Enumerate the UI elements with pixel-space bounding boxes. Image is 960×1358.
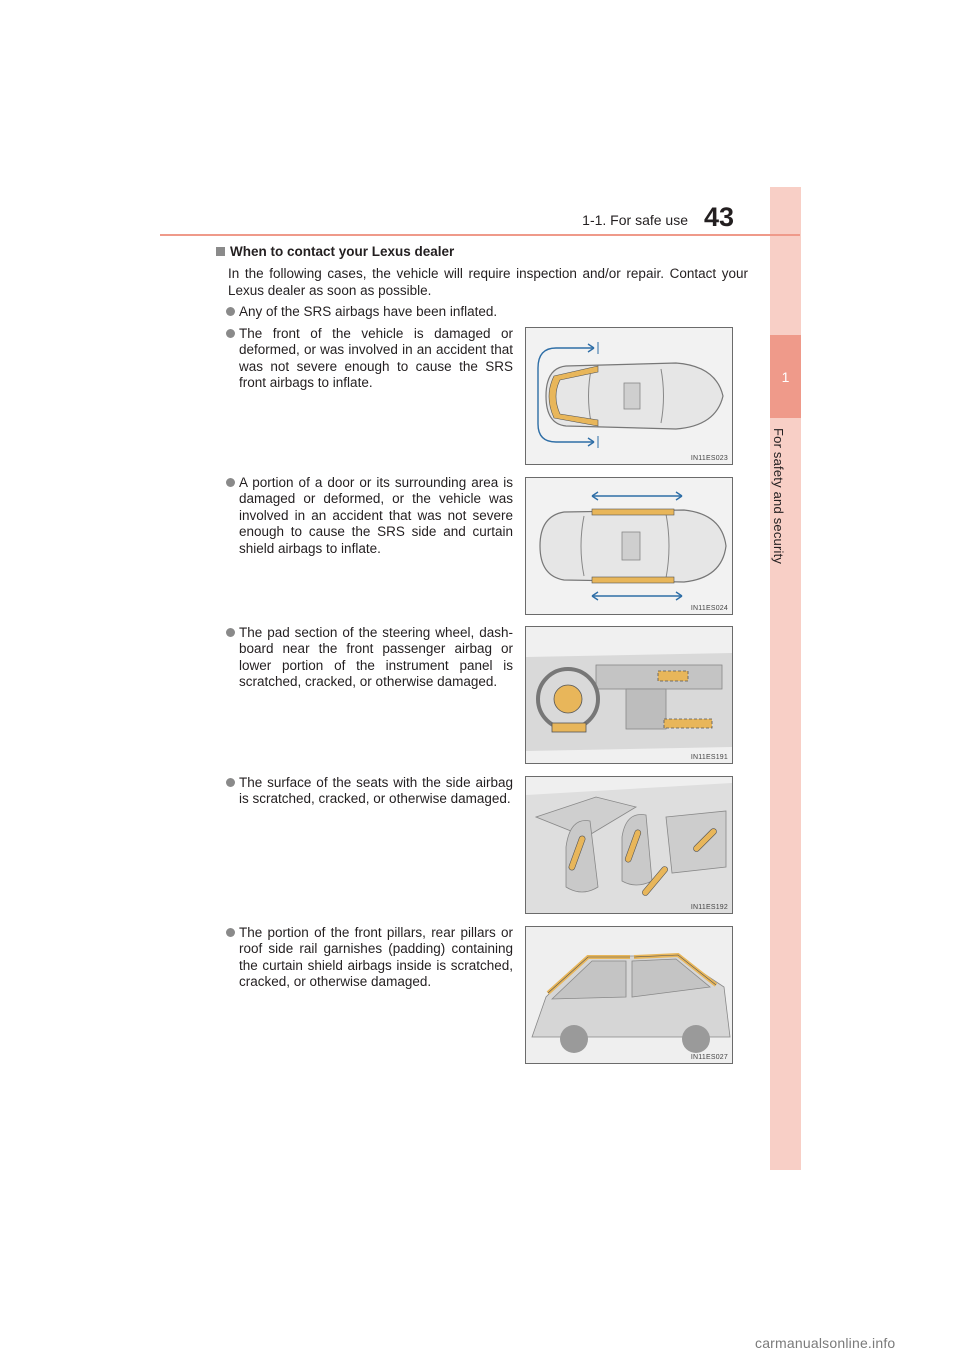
page-number: 43 [703, 202, 734, 232]
chapter-title: For safety and security [771, 428, 786, 565]
figure-code: IN11ES024 [690, 605, 728, 612]
circle-bullet-icon [226, 478, 235, 487]
bullet-text: The front of the vehicle is damaged or deformed, or was involved in an accident that was not severe enough to cause the SRS front airbags to inflate. [239, 326, 513, 391]
bullet-text: The surface of the seats with the side airbag is scratched, cracked, or otherwise damaged. [239, 775, 513, 807]
car-top-view-side-illustration [526, 478, 732, 614]
circle-bullet-icon [226, 329, 235, 338]
circle-bullet-icon [226, 307, 235, 316]
section-heading [216, 244, 454, 259]
bullet-text: Any of the SRS airbags have been inflated. [239, 304, 498, 319]
circle-bullet-icon [226, 928, 235, 937]
car-top-view-front-illustration [526, 328, 732, 464]
section-title: 1-1. For safe use [582, 212, 688, 228]
bullet-item [226, 326, 513, 392]
bullet-text: The portion of the front pillars, rear pillars or roof side rail garnishes (padding) containing the curtain shield airbags inside is scratched, cracked, or otherwise damaged. [239, 925, 513, 990]
square-bullet-icon [216, 247, 225, 256]
figure-code: IN11ES027 [690, 1054, 728, 1061]
heading-text: When to contact your Lexus dealer [230, 244, 455, 259]
car-side-view-illustration [526, 927, 732, 1063]
chapter-number: 1 [770, 335, 801, 418]
bullet-item [226, 475, 513, 557]
figure-code: IN11ES192 [690, 904, 728, 911]
bullet-item [226, 304, 526, 320]
site-watermark[interactable]: carmanualsonline.info [755, 1335, 896, 1351]
bullet-item [226, 925, 513, 991]
bullet-text: A portion of a door or its surrounding area is damaged or deformed, or the vehicle was involved in an accident that was not severe enough to cause the SRS side and curtain shield airbags to inflate. [239, 475, 513, 556]
intro-paragraph: In the following cases, the vehicle will require inspection and/or repair. Contact your Lexus dealer as soon as possible. [228, 266, 748, 298]
seats-illustration [526, 777, 732, 913]
bullet-item [226, 625, 513, 691]
figure-front-airbags [525, 327, 733, 465]
figure-code: IN11ES191 [690, 754, 728, 761]
bullet-item [226, 775, 513, 808]
dashboard-illustration [526, 627, 732, 763]
circle-bullet-icon [226, 628, 235, 637]
header-rule [160, 234, 800, 236]
figure-curtain-shield-airbags [525, 926, 733, 1064]
figure-side-curtain-airbags [525, 477, 733, 615]
bullet-text: The pad section of the steering wheel, dash-board near the front passenger airbag or lower portion of the instrument panel is scratched, cracked, or otherwise damaged. [239, 625, 513, 690]
figure-steering-dashboard [525, 626, 733, 764]
circle-bullet-icon [226, 778, 235, 787]
figure-seat-side-airbags [525, 776, 733, 914]
figure-code: IN11ES023 [690, 455, 728, 462]
